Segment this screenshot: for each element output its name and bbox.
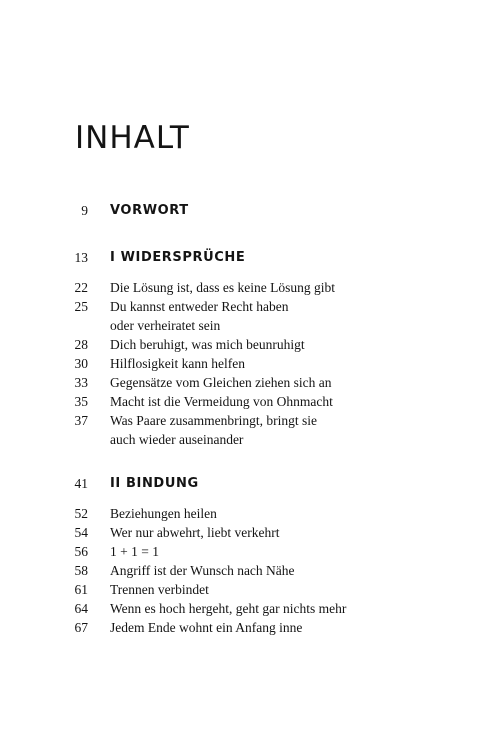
toc-entry-continuation[interactable]	[0, 316, 480, 335]
toc-heading-part2[interactable]	[0, 473, 480, 495]
page-number: 67	[74, 620, 88, 635]
page-number: 61	[74, 582, 88, 597]
entry-title: Dich beruhigt, was mich beunruhigt	[110, 337, 305, 352]
toc-entry[interactable]	[0, 354, 480, 373]
toc-entry[interactable]	[0, 542, 480, 561]
page-number: 64	[74, 601, 88, 616]
toc-section-vorwort	[0, 200, 480, 222]
page-number: 37	[74, 413, 88, 428]
toc-list-part1	[0, 278, 480, 449]
heading-label: VORWORT	[110, 203, 189, 218]
entry-title: Gegensätze vom Gleichen ziehen sich an	[110, 375, 332, 390]
page-number: 30	[74, 356, 88, 371]
page-number: 35	[74, 394, 88, 409]
page-number: 33	[74, 375, 88, 390]
entry-title: oder verheiratet sein	[110, 318, 221, 333]
toc-entry[interactable]	[0, 618, 480, 637]
entry-title: auch wieder auseinander	[110, 432, 244, 447]
page-number: 41	[74, 476, 88, 491]
toc-entry[interactable]	[0, 411, 480, 430]
toc-entry[interactable]	[0, 580, 480, 599]
entry-title: Hilflosigkeit kann helfen	[110, 356, 245, 371]
toc-entry[interactable]	[0, 599, 480, 618]
page-number: 28	[74, 337, 88, 352]
toc-entry[interactable]	[0, 561, 480, 580]
entry-title: Beziehungen heilen	[110, 506, 217, 521]
page-title: INHALT	[75, 120, 190, 156]
heading-label: I WIDERSPRÜCHE	[110, 250, 246, 265]
page-number: 13	[74, 250, 88, 265]
toc-entry[interactable]	[0, 504, 480, 523]
toc-entry[interactable]	[0, 373, 480, 392]
entry-title: Angriff ist der Wunsch nach Nähe	[110, 563, 295, 578]
entry-title: Du kannst entweder Recht haben	[110, 299, 289, 314]
entry-title: Wenn es hoch hergeht, geht gar nichts mehr	[110, 601, 347, 616]
heading-label: II BINDUNG	[110, 476, 199, 491]
toc-entry-continuation[interactable]	[0, 430, 480, 449]
entry-title: Trennen verbindet	[110, 582, 209, 597]
page-number: 54	[74, 525, 88, 540]
toc-entry[interactable]	[0, 335, 480, 354]
entry-title: Macht ist die Vermeidung von Ohnmacht	[110, 394, 333, 409]
toc-entry[interactable]	[0, 523, 480, 542]
page-number: 58	[74, 563, 88, 578]
page-number: 56	[74, 544, 88, 559]
entry-title: Die Lösung ist, dass es keine Lösung gibt	[110, 280, 335, 295]
page-number: 25	[74, 299, 88, 314]
page-number: 9	[81, 203, 88, 218]
toc-heading-vorwort[interactable]	[0, 200, 480, 222]
page-number: 22	[74, 280, 88, 295]
entry-title: Was Paare zusammenbringt, bringt sie	[110, 413, 317, 428]
page-number: 52	[74, 506, 88, 521]
toc-heading-part1[interactable]	[0, 247, 480, 269]
toc-section-part1	[0, 247, 480, 449]
toc-list-part2	[0, 504, 480, 637]
entry-title: Jedem Ende wohnt ein Anfang inne	[110, 620, 303, 635]
toc-entry[interactable]	[0, 297, 480, 316]
toc-entry[interactable]	[0, 392, 480, 411]
toc-section-part2	[0, 473, 480, 637]
toc-entry[interactable]	[0, 278, 480, 297]
entry-title: 1 + 1 = 1	[110, 544, 159, 559]
entry-title: Wer nur abwehrt, liebt verkehrt	[110, 525, 280, 540]
